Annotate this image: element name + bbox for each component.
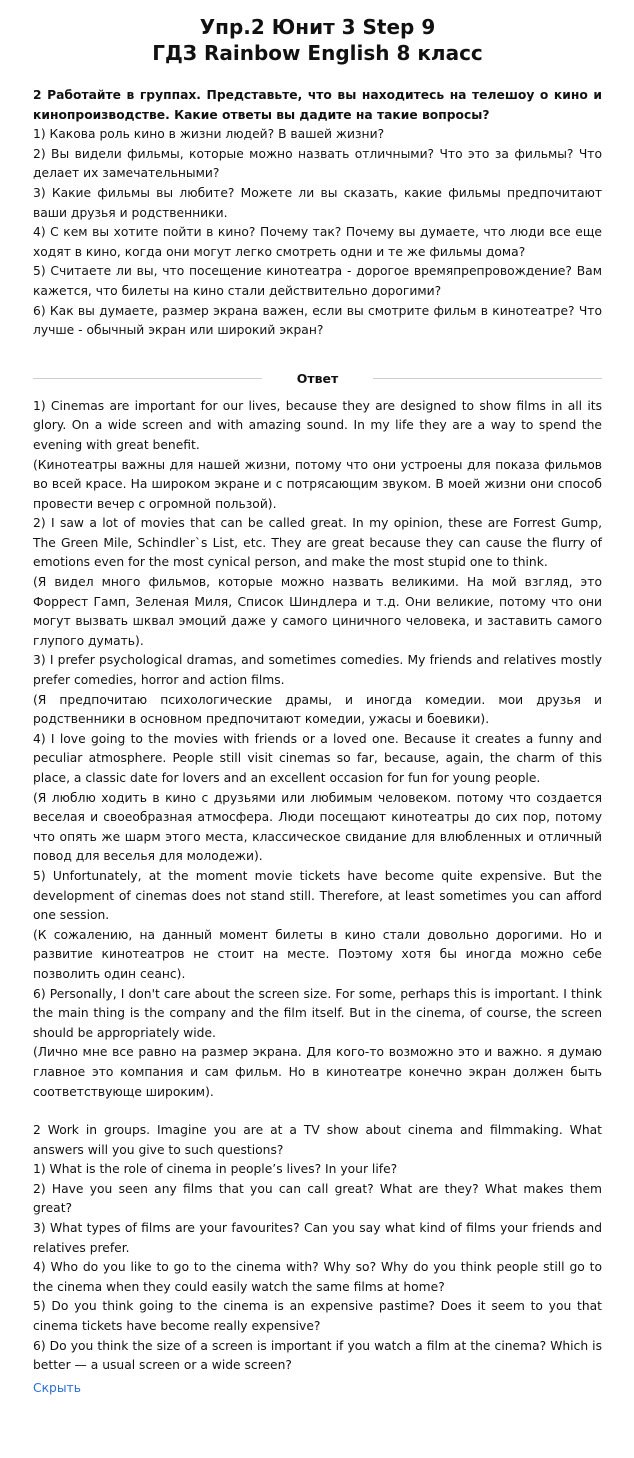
answer-divider xyxy=(33,371,602,386)
english-question-1: 1) What is the role of cinema in people’s lives? In your life? xyxy=(33,1162,398,1177)
task-block xyxy=(33,86,602,341)
divider-rule-right xyxy=(373,378,602,379)
answer-2-en: 2) I saw a lot of movies that can be called great. In my opinion, these are Forrest Gump, The Green Mile, Schindler`s List, etc. They are great because they can cause the flurry of emotions even for the most cynical person, and make the most stupid one to think. xyxy=(33,516,602,570)
page-title xyxy=(33,14,602,66)
english-question-2: 2) Have you seen any films that you can call great? What are they? What makes them great? xyxy=(33,1181,602,1216)
title-line-2: ГДЗ Rainbow English 8 класс xyxy=(152,41,483,65)
answer-5-en: 5) Unfortunately, at the moment movie tickets have become quite expensive. But the development of cinemas does not stand still. Therefore, at least sometimes you can afford one session. xyxy=(33,868,602,923)
title-line-1: Упр.2 Юнит 3 Step 9 xyxy=(199,15,436,39)
answer-6-ru: (Лично мне все равно на размер экрана. Для кого-то возможно это и важно. я думаю главное это компания и сам фильм. Но в кинотеатре конечно экран должен быть соответствующе широким). xyxy=(33,1045,602,1099)
divider-rule-left xyxy=(33,378,262,379)
answer-1-en: 1) Cinemas are important for our lives, because they are designed to show films in all its glory. On a wide screen and with amazing sound. In my life they are a way to spend the evening with great benefit. xyxy=(33,398,602,452)
english-question-3: 3) What types of films are your favourites? Can you say what kind of films your friends and relatives prefer. xyxy=(33,1221,602,1255)
answer-4-ru: (Я люблю ходить в кино с друзьями или любимым человеком. потому что создается веселая и своеобразная атмосфера. Люди посещают кинотеатры до сих пор, потому что опять же шарм этого места, классическое свидание для влюбленных и отличный повод для веселья для молодежи). xyxy=(33,790,602,864)
english-question-6: 6) Do you think the size of a screen is important if you watch a film at the cinema? Which is better — a usual screen or a wide screen? xyxy=(33,1338,602,1373)
task-question-4: 4) С кем вы хотите пойти в кино? Почему так? Почему вы думаете, что люди все еще ходят в кино, когда они могут легко смотреть одни и те же фильмы дома? xyxy=(33,225,602,259)
answer-block xyxy=(33,397,602,1102)
english-question-5: 5) Do you think going to the cinema is an expensive pastime? Does it seem to you that cinema tickets have become really expensive? xyxy=(33,1299,602,1334)
task-question-5: 5) Считаете ли вы, что посещение кинотеатра - дорогое времяпрепровождение? Вам кажется, что билеты на кино стали действительно дорогими? xyxy=(33,264,602,298)
task-question-1: 1) Какова роль кино в жизни людей? В вашей жизни? xyxy=(33,127,385,142)
english-question-4: 4) Who do you like to go to the cinema with? Why so? Why do you think people still go to the cinema when they could easily watch the same films at home? xyxy=(33,1260,602,1294)
spacer xyxy=(33,1102,602,1121)
hide-link[interactable]: Скрыть xyxy=(33,1380,81,1395)
answer-3-ru: (Я предпочитаю психологические драмы, и иногда комедии. мои друзья и родственники в основном предпочитают комедии, ужасы и боевики). xyxy=(33,692,602,727)
task-question-6: 6) Как вы думаете, размер экрана важен, если вы смотрите фильм в кинотеатре? Что лучше - обычный экран или широкий экран? xyxy=(33,303,602,338)
answer-3-en: 3) I prefer psychological dramas, and sometimes comedies. My friends and relatives mostly prefer comedies, horror and action films. xyxy=(33,653,602,688)
answer-1-ru: (Кинотеатры важны для нашей жизни, потому что они устроены для показа фильмов во всей красе. На широком экране и с потрясающим звуком. В моей жизни они способ провести вечер с огромной пользой). xyxy=(33,457,602,511)
task-heading: 2 Работайте в группах. Представьте, что вы находитесь на телешоу о кино и кинопроизводстве. Какие ответы вы дадите на такие вопросы? xyxy=(33,88,602,122)
answer-5-ru: (К сожалению, на данный момент билеты в кино стали довольно дорогими. Но и развитие кинотеатров не стоит на месте. Поэтому хотя бы иногда можно себе позволить один сеанс). xyxy=(33,927,602,981)
task-question-3: 3) Какие фильмы вы любите? Можете ли вы сказать, какие фильмы предпочитают ваши друзья и родственники. xyxy=(33,185,602,220)
answer-2-ru: (Я видел много фильмов, которые можно назвать великими. На мой взгляд, это Форрест Гамп, Зеленая Миля, Список Шиндлера и т.д. Они великие, потому что они могут вызвать шквал эмоций даже у самого циничного человека, и заставить самого глупого думать). xyxy=(33,575,602,648)
answer-4-en: 4) I love going to the movies with friends or a loved one. Because it creates a funny and peculiar atmosphere. People still visit cinemas so far, because, again, the charm of this place, a classic date for lovers and an excellent occasion for fun for young people. xyxy=(33,731,602,785)
answer-6-en: 6) Personally, I don't care about the screen size. For some, perhaps this is important. I think the main thing is the company and the film itself. But in the cinema, of course, the screen should be appropriately wide. xyxy=(33,986,602,1040)
english-task-heading: 2 Work in groups. Imagine you are at a TV show about cinema and filmmaking. What answers will you give to such questions? xyxy=(33,1123,602,1157)
answer-label: Ответ xyxy=(296,370,339,386)
english-task-block xyxy=(33,1121,602,1376)
task-question-2: 2) Вы видели фильмы, которые можно назвать отличными? Что это за фильмы? Что делает их замечательными? xyxy=(33,146,602,181)
